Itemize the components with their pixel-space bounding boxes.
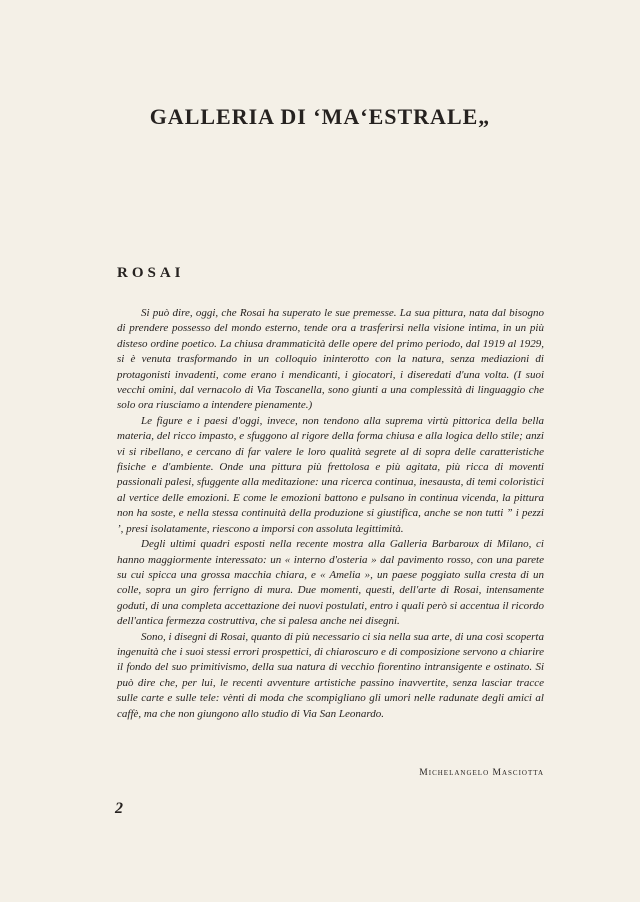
paragraph: Le figure e i paesi d'oggi, invece, non tendono alla suprema virtù pittorica della bella materia, del ricco impasto, e sfuggono al rigore della forma chiusa e alla logica dello stile; anzi vi si ribellano, e cercano di far valere le loro qualità segrete al di sopra delle caratteristiche fisiche e d'ambiente. Onde una pittura più frettolosa e più agitata, più ricca di moventi passionali palesi, sfuggente alla meditazione: una ricerca continua, inesausta, di temi coloristici al vertice delle emozioni. E come le emozioni battono e pulsano in continua vicenda, la pittura non ha soste, e nella stessa continuità della produzione si giustifica, anche se non tutti ” i pezzi ’, presi isolatamente, riescono a imporsi con assoluta legittimità. [117, 414, 544, 535]
paragraph: Si può dire, oggi, che Rosai ha superato le sue premesse. La sua pittura, nata dal bisogno di prendere possesso del mondo esterno, tende ora a trasferirsi nella visione intima, in un più disteso ordine poetico. La chiusa drammaticità delle opere del primo periodo, dal 1919 al 1929, si è venuta trasformando in un colloquio ininterotto con la natura, senza mediazioni di protagonisti invadenti, come erano i mendicanti, i giocatori, i diseredati d'una volta. (I suoi vecchi omini, dal vernacolo di Via Toscanella, sono giunti a una complessità di linguaggio che solo ora riusciamo a intendere pienamente.) [117, 307, 544, 412]
paragraph: Sono, i disegni di Rosai, quanto di più necessario ci sia nella sua arte, di una così scoperta ingenuità che i suoi stessi errori prospettici, di chiaroscuro e di composizione servono a chiarire il fondo del suo primitivismo, della sua natura di vecchio fiorentino intransigente e ostinato. Si può dire che, per lui, le recenti avventure artistiche passino inavvertite, senza lasciar tracce sulle carte e sulle tele: vènti di moda che scompigliano gli umori nelle radunate degli amici al caffè, ma che non giungono allo studio di Via San Leonardo. [117, 630, 544, 720]
paragraph: Degli ultimi quadri esposti nella recente mostra alla Galleria Barbaroux di Milano, ci hanno maggiormente interessato: un « interno d'osteria » dal pavimento rosso, con una parete su cui spicca una grossa macchia chiara, e « Amelia », un paese poggiato sulla cresta di un colle, sopra un giro ferrigno di mura. Due momenti, questi, dell'arte di Rosai, intensamente goduti, di una completa accettazione dei nuovi postulati, entro i quali però si accentua il ricordo dell'antica fermezza costruttiva, che si palesa anche nei disegni. [117, 538, 544, 628]
section-heading: ROSAI [117, 265, 185, 281]
page-number: 2 [115, 800, 123, 817]
article-body [117, 306, 544, 722]
author-signature: Michelangelo Masciotta [419, 768, 544, 778]
page-title: GALLERIA DI ‘MA‘ESTRALE„ [149, 104, 491, 129]
